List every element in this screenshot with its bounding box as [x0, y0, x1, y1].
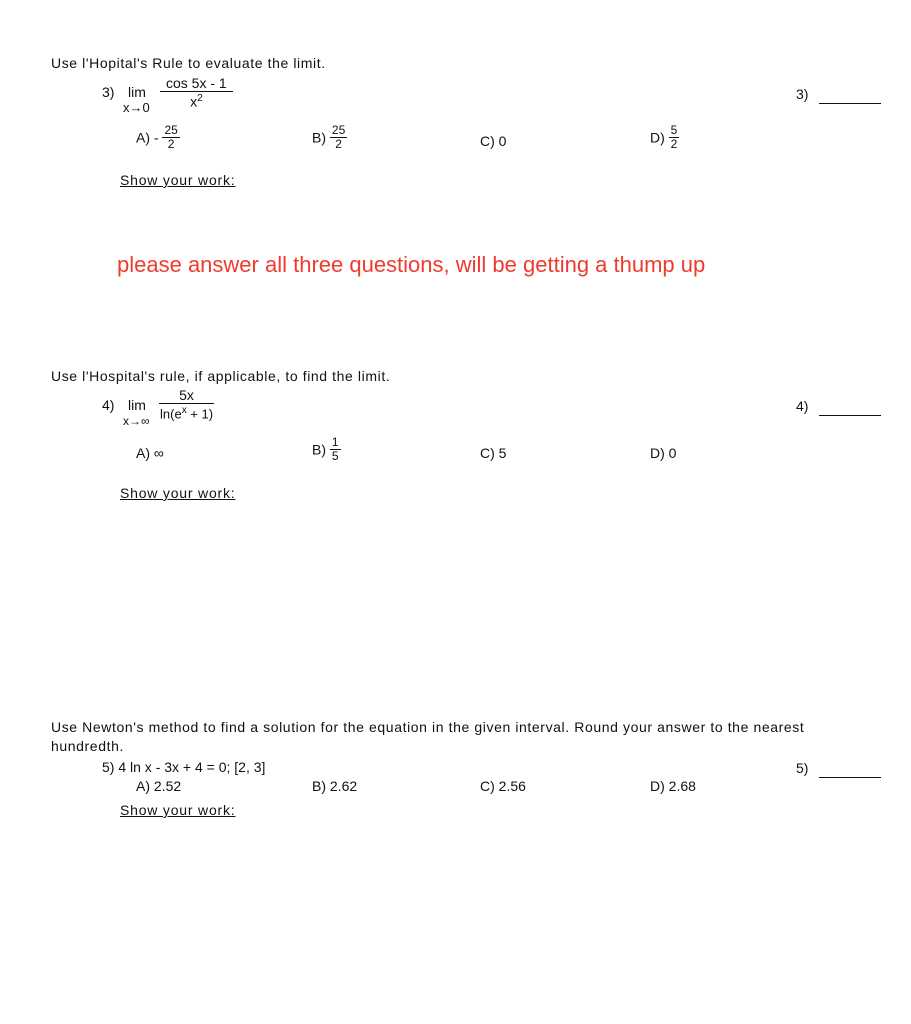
q3-show-work: Show your work:: [120, 172, 236, 188]
q4-choice-c[interactable]: C) 5: [480, 445, 507, 461]
q3-answer-label: 3): [796, 86, 809, 102]
note-text: please answer all three questions, will be getting a thump up: [117, 252, 706, 277]
q3-limit: [123, 84, 158, 116]
lim-approach: x→∞: [123, 414, 150, 428]
q5-choice-b[interactable]: B) 2.62: [312, 778, 358, 794]
q4-answer-label: 4): [796, 398, 809, 414]
q5-answer-blank[interactable]: [819, 776, 881, 778]
lim-text: lim: [128, 397, 146, 413]
q5-choice-a[interactable]: A) 2.52: [136, 778, 182, 794]
q5-instruction-line2: hundredth.: [51, 738, 124, 754]
q3-instruction: Use l'Hopital's Rule to evaluate the limit.: [51, 55, 326, 71]
q4-answer-blank[interactable]: [819, 414, 881, 416]
q4-numerator: 5x: [159, 388, 214, 404]
q4-show-work: Show your work:: [120, 485, 236, 501]
q4-denominator: $\ln(e^x + 1)$: [160, 405, 214, 422]
lim-text: lim: [128, 84, 146, 100]
q3-choice-d[interactable]: D) $\frac{5}{2}$: [650, 123, 678, 151]
q4-fraction: [158, 388, 215, 421]
q4-choice-d[interactable]: D) 0: [650, 445, 677, 461]
q3-choice-b[interactable]: B) $\frac{25}{2}$: [312, 123, 346, 151]
q5-choice-c[interactable]: C) 2.56: [480, 778, 526, 794]
q5-choice-d[interactable]: D) 2.68: [650, 778, 696, 794]
q3-number: 3): [102, 84, 115, 100]
q4-choice-a[interactable]: A) ∞: [136, 445, 164, 461]
q4-limit: [123, 397, 162, 429]
q3-choice-c[interactable]: C) 0: [480, 133, 507, 149]
q4-instruction: Use l'Hospital's rule, if applicable, to find the limit.: [51, 368, 391, 384]
q3-denominator: $x^2$: [190, 93, 203, 110]
lim-approach: x→0: [123, 100, 150, 115]
q5-problem: 5) 4 ln x - 3x + 4 = 0; [2, 3]: [102, 759, 266, 775]
q5-instruction-line1: Use Newton's method to find a solution for the equation in the given interval. Round your answer to the nearest: [51, 719, 805, 735]
q5-show-work: Show your work:: [120, 802, 236, 818]
q5-answer-label: 5): [796, 760, 809, 776]
q3-numerator: cos 5x - 1: [160, 76, 233, 92]
q4-number: 4): [102, 397, 115, 413]
q3-choice-a[interactable]: A) - $\frac{25}{2}$: [136, 123, 178, 151]
q3-fraction: [160, 76, 233, 109]
q4-choice-b[interactable]: B) $\frac{1}{5}$: [312, 435, 339, 463]
q3-answer-blank[interactable]: [819, 102, 881, 104]
